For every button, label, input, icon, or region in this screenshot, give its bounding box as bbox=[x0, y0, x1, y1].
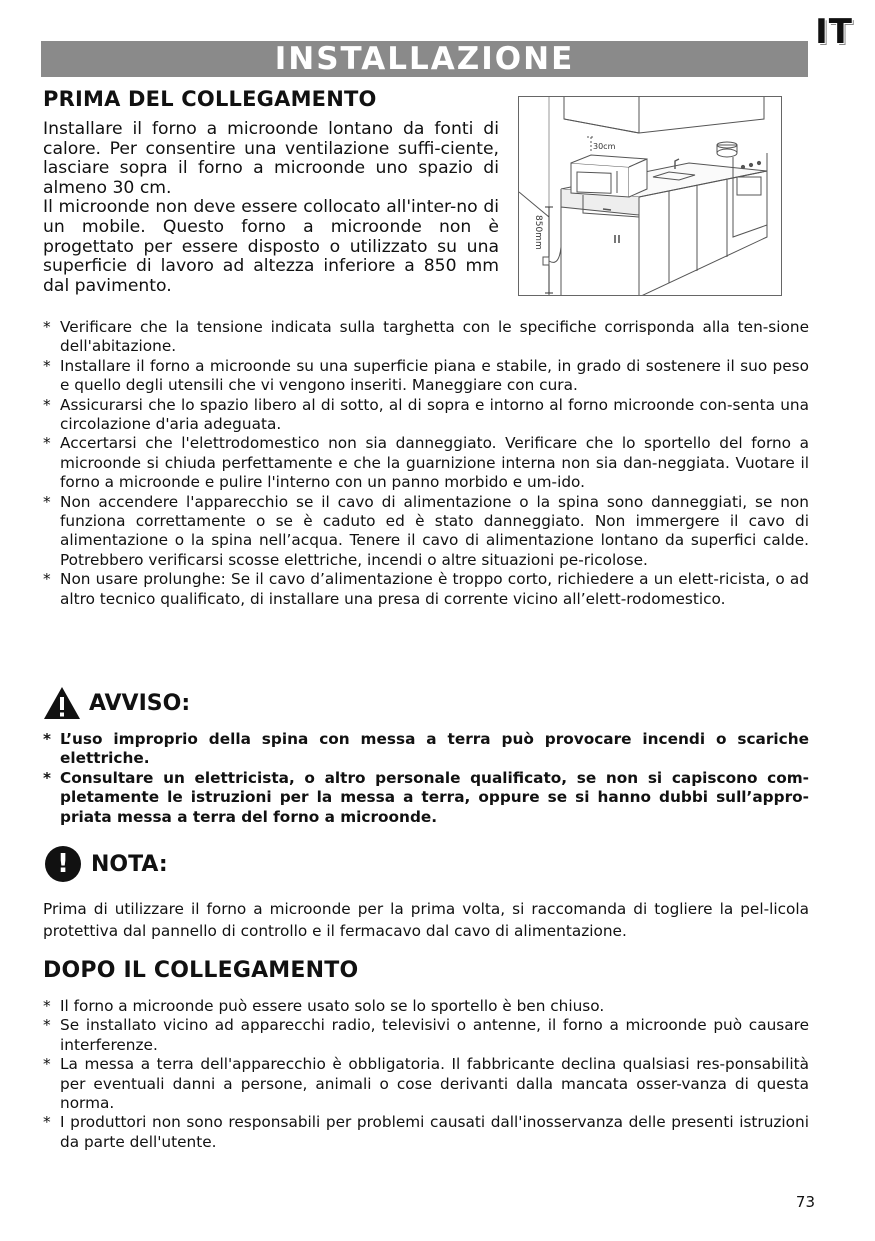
note-text: Prima di utilizzare il forno a microonde per la prima volta, si raccomanda di togliere la pel-licola protettiva dal pannello di controllo e il fermacavo dal cavo di alimentazione. bbox=[43, 900, 809, 940]
list-item: * Verificare che la tensione indicata sulla targhetta con le specifiche corrisponda alla ten-sione dell'abitazione. bbox=[43, 318, 809, 357]
banner-title: INSTALLAZIONE bbox=[274, 41, 575, 77]
list-item: * Assicurarsi che lo spazio libero al di sotto, al di sopra e intorno al forno microonde con-senta una circolazione d'aria adeguata. bbox=[43, 396, 809, 435]
intro-paragraph: Il microonde non deve essere collocato all'inter-no di un mobile. Questo forno a microonde non è progettato per essere disposto o utilizzato su una superficie di lavoro ad altezza inferiore a 850 mm dal pavimento. bbox=[43, 197, 499, 296]
list-item: * Non accendere l'apparecchio se il cavo di alimentazione o la spina sono danneggiati, se non funziona correttamente o se è caduto ed è stato danneggiato. Non immergere il cavo di alimentazione o la spina nell’acqua. Tenere il cavo di alimentazione lontano da superfici calde. Potrebbero verificarsi scosse elettriche, incendi o altre situazioni pe-ricolose. bbox=[43, 493, 809, 571]
intro-paragraph: Installare il forno a microonde lontano da fonti di calore. Per consentire una ventilazione suffi-ciente, lasciare sopra il forno a microonde uno spazio di almeno 30 cm. bbox=[43, 119, 499, 198]
list-item: * I produttori non sono responsabili per problemi causati dall'inosservanza delle presenti istruzioni da parte dell'utente. bbox=[43, 1113, 809, 1152]
kitchen-drawing bbox=[519, 97, 782, 296]
list-item: * L’uso improprio della spina con messa a terra può provocare incendi o scariche elettriche. bbox=[43, 730, 809, 769]
section-title-after-connection: DOPO IL COLLEGAMENTO bbox=[43, 958, 359, 983]
exclamation-icon: ! bbox=[45, 846, 81, 882]
list-item: * Il forno a microonde può essere usato solo se lo sportello è ben chiuso. bbox=[43, 997, 809, 1016]
warning-list bbox=[43, 730, 809, 827]
dimension-label-850mm: 850mm bbox=[533, 215, 543, 250]
list-item: * Consultare un elettricista, o altro personale qualificato, se non si capiscono com-pletamente le istruzioni per la messa a terra, oppure se si hanno dubbi sull’appro-priata messa a terra del forno a microonde. bbox=[43, 769, 809, 827]
list-item: * Se installato vicino ad apparecchi radio, televisivi o antenne, il forno a microonde può causare interferenze. bbox=[43, 1016, 809, 1055]
page-number: 73 bbox=[795, 1193, 815, 1211]
intro-text bbox=[43, 120, 499, 296]
language-tag: IT bbox=[815, 12, 853, 52]
list-item: * La messa a terra dell'apparecchio è obbligatoria. Il fabbricante declina qualsiasi res-ponsabilità per eventuali danni a persone, animali o cose derivanti dalla mancata osser-vanza di questa norma. bbox=[43, 1055, 809, 1113]
section-title-before-connection: PRIMA DEL COLLEGAMENTO bbox=[43, 87, 377, 111]
list-item: * Accertarsi che l'elettrodomestico non sia danneggiato. Verificare che lo sportello del forno a microonde si chiuda perfettamente e che la guarnizione interna non sia dan-neggiata. Vuotare il forno a microonde e pulire l'interno con un panno morbido e um-ido. bbox=[43, 434, 809, 492]
list-item: * Non usare prolunghe: Se il cavo d’alimentazione è troppo corto, richiedere a un elett-ricista, o ad altro tecnico qualificato, di installare una presa di corrente vicino all’elett-rodomestico. bbox=[43, 570, 809, 609]
warning-title: AVVISO: bbox=[89, 690, 191, 716]
installation-requirements-list bbox=[43, 318, 809, 609]
dimension-label-30cm: 30cm bbox=[593, 142, 616, 151]
installation-illustration bbox=[518, 96, 782, 296]
section-banner bbox=[41, 41, 808, 77]
warning-heading bbox=[43, 686, 190, 720]
note-heading bbox=[45, 846, 168, 882]
note-title: NOTA: bbox=[91, 851, 168, 877]
list-item: * Installare il forno a microonde su una superficie piana e stabile, in grado di sostenere il suo peso e quello degli utensili che vi vengono inseriti. Maneggiare con cura. bbox=[43, 357, 809, 396]
warning-triangle-icon bbox=[43, 686, 81, 720]
after-connection-list bbox=[43, 997, 809, 1152]
